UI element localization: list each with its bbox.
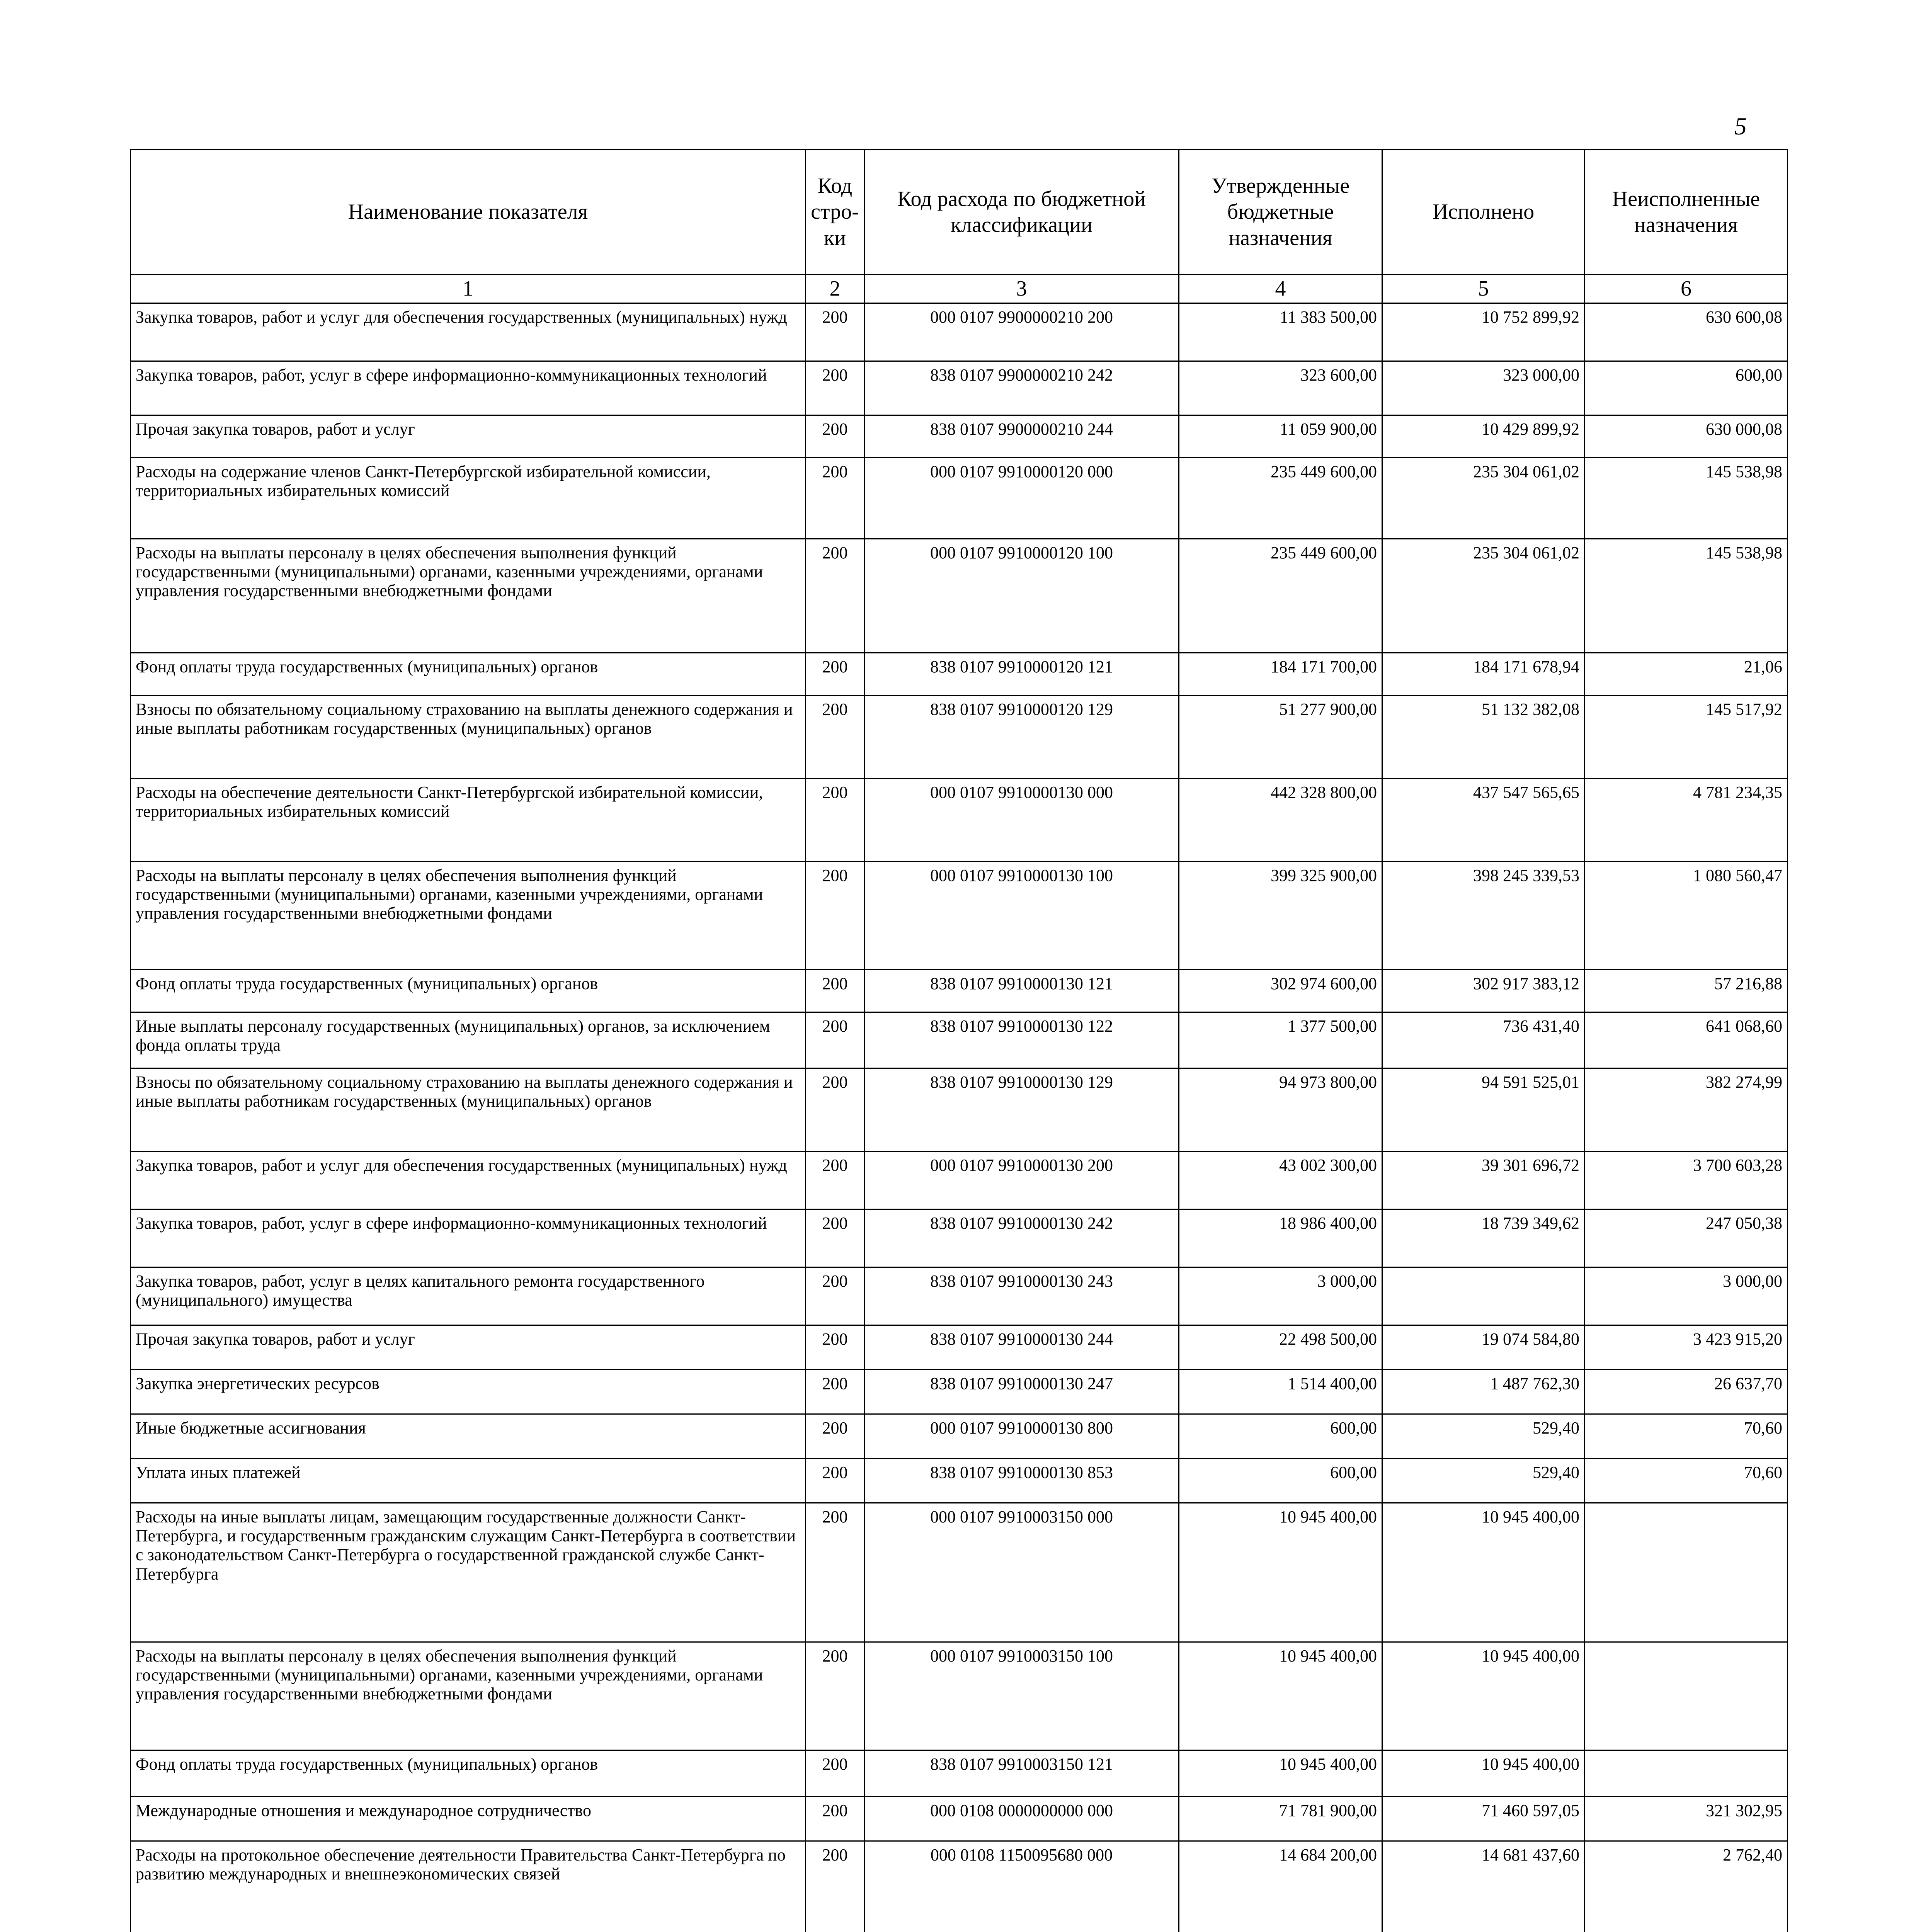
cell-approved: 94 973 800,00 <box>1179 1068 1382 1151</box>
header-row <box>131 150 1788 275</box>
cell-approved: 1 514 400,00 <box>1179 1369 1382 1414</box>
cell-indicator-name: Прочая закупка товаров, работ и услуг <box>131 1325 806 1369</box>
cell-budget-code: 000 0107 9910003150 000 <box>864 1503 1179 1642</box>
cell-approved: 600,00 <box>1179 1458 1382 1503</box>
table-row <box>131 1796 1788 1841</box>
cell-approved: 11 383 500,00 <box>1179 303 1382 361</box>
cell-budget-code: 000 0107 9910000120 000 <box>864 457 1179 539</box>
cell-row-code: 200 <box>806 969 864 1012</box>
column-number: 3 <box>864 275 1179 303</box>
cell-row-code: 200 <box>806 1267 864 1325</box>
table-row <box>131 1325 1788 1369</box>
cell-indicator-name: Расходы на обеспечение деятельности Санкт-Петербургской избирательной комиссии, территориальных избирательных комиссий <box>131 778 806 861</box>
cell-unexecuted: 57 216,88 <box>1585 969 1788 1012</box>
cell-executed: 1 487 762,30 <box>1382 1369 1585 1414</box>
header-unexecuted: Неисполненные назначения <box>1585 150 1788 275</box>
cell-row-code: 200 <box>806 1325 864 1369</box>
table-row <box>131 1068 1788 1151</box>
table-row <box>131 457 1788 539</box>
cell-row-code: 200 <box>806 415 864 457</box>
table-row <box>131 653 1788 695</box>
cell-indicator-name: Взносы по обязательному социальному страхованию на выплаты денежного содержания и иные выплаты работникам государственных (муниципальных) органов <box>131 1068 806 1151</box>
cell-budget-code: 000 0107 9900000210 200 <box>864 303 1179 361</box>
cell-approved: 22 498 500,00 <box>1179 1325 1382 1369</box>
cell-row-code: 200 <box>806 361 864 415</box>
cell-executed: 529,40 <box>1382 1414 1585 1458</box>
cell-unexecuted <box>1585 1503 1788 1642</box>
cell-executed: 51 132 382,08 <box>1382 695 1585 778</box>
cell-budget-code: 000 0108 1150095680 000 <box>864 1841 1179 1932</box>
cell-indicator-name: Расходы на содержание членов Санкт-Петербургской избирательной комиссии, территориальных избирательных комиссий <box>131 457 806 539</box>
cell-unexecuted: 26 637,70 <box>1585 1369 1788 1414</box>
cell-approved: 1 377 500,00 <box>1179 1012 1382 1068</box>
cell-executed: 94 591 525,01 <box>1382 1068 1585 1151</box>
cell-budget-code: 838 0107 9910000130 242 <box>864 1209 1179 1267</box>
cell-budget-code: 000 0107 9910000120 100 <box>864 539 1179 653</box>
cell-indicator-name: Закупка товаров, работ и услуг для обеспечения государственных (муниципальных) нужд <box>131 1151 806 1209</box>
header-executed: Исполнено <box>1382 150 1585 275</box>
cell-executed: 71 460 597,05 <box>1382 1796 1585 1841</box>
cell-indicator-name: Уплата иных платежей <box>131 1458 806 1503</box>
cell-executed: 529,40 <box>1382 1458 1585 1503</box>
cell-budget-code: 838 0107 9910000130 129 <box>864 1068 1179 1151</box>
cell-row-code: 200 <box>806 1414 864 1458</box>
table-row <box>131 1012 1788 1068</box>
header-indicator-name: Наименование показателя <box>131 150 806 275</box>
cell-row-code: 200 <box>806 653 864 695</box>
table-row <box>131 1750 1788 1796</box>
cell-indicator-name: Фонд оплаты труда государственных (муниципальных) органов <box>131 969 806 1012</box>
cell-approved: 51 277 900,00 <box>1179 695 1382 778</box>
cell-indicator-name: Закупка товаров, работ, услуг в сфере информационно-коммуникационных технологий <box>131 1209 806 1267</box>
cell-budget-code: 000 0107 9910003150 100 <box>864 1642 1179 1750</box>
cell-approved: 10 945 400,00 <box>1179 1503 1382 1642</box>
cell-executed: 10 945 400,00 <box>1382 1750 1585 1796</box>
cell-executed <box>1382 1267 1585 1325</box>
cell-row-code: 200 <box>806 457 864 539</box>
budget-execution-table <box>130 149 1788 1932</box>
table-row <box>131 1267 1788 1325</box>
cell-budget-code: 838 0107 9910000120 129 <box>864 695 1179 778</box>
cell-approved: 399 325 900,00 <box>1179 861 1382 969</box>
cell-row-code: 200 <box>806 1012 864 1068</box>
table-row <box>131 539 1788 653</box>
cell-indicator-name: Прочая закупка товаров, работ и услуг <box>131 415 806 457</box>
cell-indicator-name: Взносы по обязательному социальному страхованию на выплаты денежного содержания и иные выплаты работникам государственных (муниципальных) органов <box>131 695 806 778</box>
cell-indicator-name: Фонд оплаты труда государственных (муниципальных) органов <box>131 1750 806 1796</box>
cell-executed: 235 304 061,02 <box>1382 539 1585 653</box>
cell-executed: 10 945 400,00 <box>1382 1642 1585 1750</box>
cell-budget-code: 000 0107 9910000130 800 <box>864 1414 1179 1458</box>
cell-unexecuted: 145 517,92 <box>1585 695 1788 778</box>
column-number-row <box>131 275 1788 303</box>
column-number: 6 <box>1585 275 1788 303</box>
table-row <box>131 969 1788 1012</box>
cell-row-code: 200 <box>806 1796 864 1841</box>
cell-row-code: 200 <box>806 778 864 861</box>
cell-budget-code: 000 0107 9910000130 000 <box>864 778 1179 861</box>
cell-unexecuted: 630 000,08 <box>1585 415 1788 457</box>
cell-budget-code: 838 0107 9910000130 122 <box>864 1012 1179 1068</box>
cell-unexecuted: 4 781 234,35 <box>1585 778 1788 861</box>
cell-budget-code: 838 0107 9910000130 243 <box>864 1267 1179 1325</box>
table-row <box>131 303 1788 361</box>
cell-unexecuted: 321 302,95 <box>1585 1796 1788 1841</box>
cell-executed: 10 945 400,00 <box>1382 1503 1585 1642</box>
cell-approved: 442 328 800,00 <box>1179 778 1382 861</box>
cell-row-code: 200 <box>806 861 864 969</box>
cell-indicator-name: Расходы на иные выплаты лицам, замещающим государственные должности Санкт-Петербурга, и государственным гражданским служащим Санкт-Петербурга в соответствии с законодательством Санкт-Петербурга о государственной гражданской службе Санкт-Петербурга <box>131 1503 806 1642</box>
cell-unexecuted: 247 050,38 <box>1585 1209 1788 1267</box>
table-body <box>131 303 1788 1932</box>
cell-unexecuted: 1 080 560,47 <box>1585 861 1788 969</box>
cell-approved: 18 986 400,00 <box>1179 1209 1382 1267</box>
cell-row-code: 200 <box>806 1750 864 1796</box>
cell-approved: 71 781 900,00 <box>1179 1796 1382 1841</box>
table-row <box>131 1209 1788 1267</box>
cell-indicator-name: Расходы на выплаты персоналу в целях обеспечения выполнения функций государственными (муниципальными) органами, казенными учреждениями, органами управления государственными внебюджетными фондами <box>131 1642 806 1750</box>
table-row <box>131 1414 1788 1458</box>
cell-unexecuted: 70,60 <box>1585 1414 1788 1458</box>
cell-indicator-name: Фонд оплаты труда государственных (муниципальных) органов <box>131 653 806 695</box>
cell-executed: 39 301 696,72 <box>1382 1151 1585 1209</box>
cell-executed: 10 752 899,92 <box>1382 303 1585 361</box>
cell-approved: 3 000,00 <box>1179 1267 1382 1325</box>
column-number: 2 <box>806 275 864 303</box>
cell-approved: 235 449 600,00 <box>1179 539 1382 653</box>
table-row <box>131 1369 1788 1414</box>
cell-row-code: 200 <box>806 303 864 361</box>
cell-unexecuted: 3 700 603,28 <box>1585 1151 1788 1209</box>
cell-budget-code: 838 0107 9900000210 244 <box>864 415 1179 457</box>
cell-indicator-name: Закупка товаров, работ, услуг в сфере информационно-коммуникационных технологий <box>131 361 806 415</box>
cell-approved: 302 974 600,00 <box>1179 969 1382 1012</box>
cell-executed: 18 739 349,62 <box>1382 1209 1585 1267</box>
table-row <box>131 778 1788 861</box>
cell-indicator-name: Закупка энергетических ресурсов <box>131 1369 806 1414</box>
cell-budget-code: 000 0107 9910000130 100 <box>864 861 1179 969</box>
cell-row-code: 200 <box>806 1369 864 1414</box>
cell-indicator-name: Закупка товаров, работ и услуг для обеспечения государственных (муниципальных) нужд <box>131 303 806 361</box>
cell-approved: 43 002 300,00 <box>1179 1151 1382 1209</box>
header-approved: Утвержденные бюджетные назначения <box>1179 150 1382 275</box>
cell-executed: 736 431,40 <box>1382 1012 1585 1068</box>
cell-row-code: 200 <box>806 1503 864 1642</box>
cell-executed: 437 547 565,65 <box>1382 778 1585 861</box>
cell-budget-code: 838 0107 9910003150 121 <box>864 1750 1179 1796</box>
cell-unexecuted <box>1585 1750 1788 1796</box>
cell-budget-code: 838 0107 9900000210 242 <box>864 361 1179 415</box>
cell-executed: 10 429 899,92 <box>1382 415 1585 457</box>
table-row <box>131 1841 1788 1932</box>
cell-budget-code: 000 0107 9910000130 200 <box>864 1151 1179 1209</box>
cell-budget-code: 000 0108 0000000000 000 <box>864 1796 1179 1841</box>
cell-budget-code: 838 0107 9910000120 121 <box>864 653 1179 695</box>
cell-budget-code: 838 0107 9910000130 247 <box>864 1369 1179 1414</box>
table-row <box>131 415 1788 457</box>
cell-indicator-name: Расходы на протокольное обеспечение деятельности Правительства Санкт-Петербурга по развитию международных и внешнеэкономических связей <box>131 1841 806 1932</box>
cell-indicator-name: Расходы на выплаты персоналу в целях обеспечения выполнения функций государственными (муниципальными) органами, казенными учреждениями, органами управления государственными внебюджетными фондами <box>131 539 806 653</box>
cell-approved: 323 600,00 <box>1179 361 1382 415</box>
cell-row-code: 200 <box>806 1841 864 1932</box>
cell-unexecuted: 2 762,40 <box>1585 1841 1788 1932</box>
cell-approved: 10 945 400,00 <box>1179 1750 1382 1796</box>
cell-budget-code: 838 0107 9910000130 121 <box>864 969 1179 1012</box>
cell-executed: 398 245 339,53 <box>1382 861 1585 969</box>
table-row <box>131 361 1788 415</box>
cell-executed: 14 681 437,60 <box>1382 1841 1585 1932</box>
cell-approved: 600,00 <box>1179 1414 1382 1458</box>
cell-unexecuted: 3 423 915,20 <box>1585 1325 1788 1369</box>
cell-unexecuted: 630 600,08 <box>1585 303 1788 361</box>
cell-executed: 235 304 061,02 <box>1382 457 1585 539</box>
table-row <box>131 1458 1788 1503</box>
cell-approved: 10 945 400,00 <box>1179 1642 1382 1750</box>
cell-unexecuted: 145 538,98 <box>1585 457 1788 539</box>
cell-approved: 184 171 700,00 <box>1179 653 1382 695</box>
cell-budget-code: 838 0107 9910000130 244 <box>864 1325 1179 1369</box>
cell-unexecuted: 70,60 <box>1585 1458 1788 1503</box>
cell-row-code: 200 <box>806 1151 864 1209</box>
cell-indicator-name: Закупка товаров, работ, услуг в целях капитального ремонта государственного (муниципального) имущества <box>131 1267 806 1325</box>
cell-approved: 11 059 900,00 <box>1179 415 1382 457</box>
page-number: 5 <box>1734 112 1747 140</box>
cell-executed: 19 074 584,80 <box>1382 1325 1585 1369</box>
cell-unexecuted: 21,06 <box>1585 653 1788 695</box>
column-number: 1 <box>131 275 806 303</box>
cell-unexecuted: 641 068,60 <box>1585 1012 1788 1068</box>
table-row <box>131 1503 1788 1642</box>
cell-row-code: 200 <box>806 1209 864 1267</box>
cell-unexecuted: 145 538,98 <box>1585 539 1788 653</box>
cell-approved: 14 684 200,00 <box>1179 1841 1382 1932</box>
cell-executed: 323 000,00 <box>1382 361 1585 415</box>
table-row <box>131 1642 1788 1750</box>
table-row <box>131 1151 1788 1209</box>
cell-budget-code: 838 0107 9910000130 853 <box>864 1458 1179 1503</box>
header-budget-code: Код расхода по бюджетной классификации <box>864 150 1179 275</box>
cell-indicator-name: Международные отношения и международное сотрудничество <box>131 1796 806 1841</box>
column-number: 5 <box>1382 275 1585 303</box>
cell-unexecuted: 382 274,99 <box>1585 1068 1788 1151</box>
cell-indicator-name: Иные выплаты персоналу государственных (муниципальных) органов, за исключением фонда оплаты труда <box>131 1012 806 1068</box>
cell-row-code: 200 <box>806 1642 864 1750</box>
cell-approved: 235 449 600,00 <box>1179 457 1382 539</box>
cell-unexecuted <box>1585 1642 1788 1750</box>
table-row <box>131 695 1788 778</box>
cell-executed: 302 917 383,12 <box>1382 969 1585 1012</box>
table-row <box>131 861 1788 969</box>
cell-row-code: 200 <box>806 695 864 778</box>
header-row-code: Код стро-ки <box>806 150 864 275</box>
cell-row-code: 200 <box>806 1458 864 1503</box>
cell-row-code: 200 <box>806 539 864 653</box>
cell-indicator-name: Расходы на выплаты персоналу в целях обеспечения выполнения функций государственными (муниципальными) органами, казенными учреждениями, органами управления государственными внебюджетными фондами <box>131 861 806 969</box>
cell-executed: 184 171 678,94 <box>1382 653 1585 695</box>
cell-row-code: 200 <box>806 1068 864 1151</box>
cell-unexecuted: 3 000,00 <box>1585 1267 1788 1325</box>
cell-indicator-name: Иные бюджетные ассигнования <box>131 1414 806 1458</box>
column-number: 4 <box>1179 275 1382 303</box>
cell-unexecuted: 600,00 <box>1585 361 1788 415</box>
